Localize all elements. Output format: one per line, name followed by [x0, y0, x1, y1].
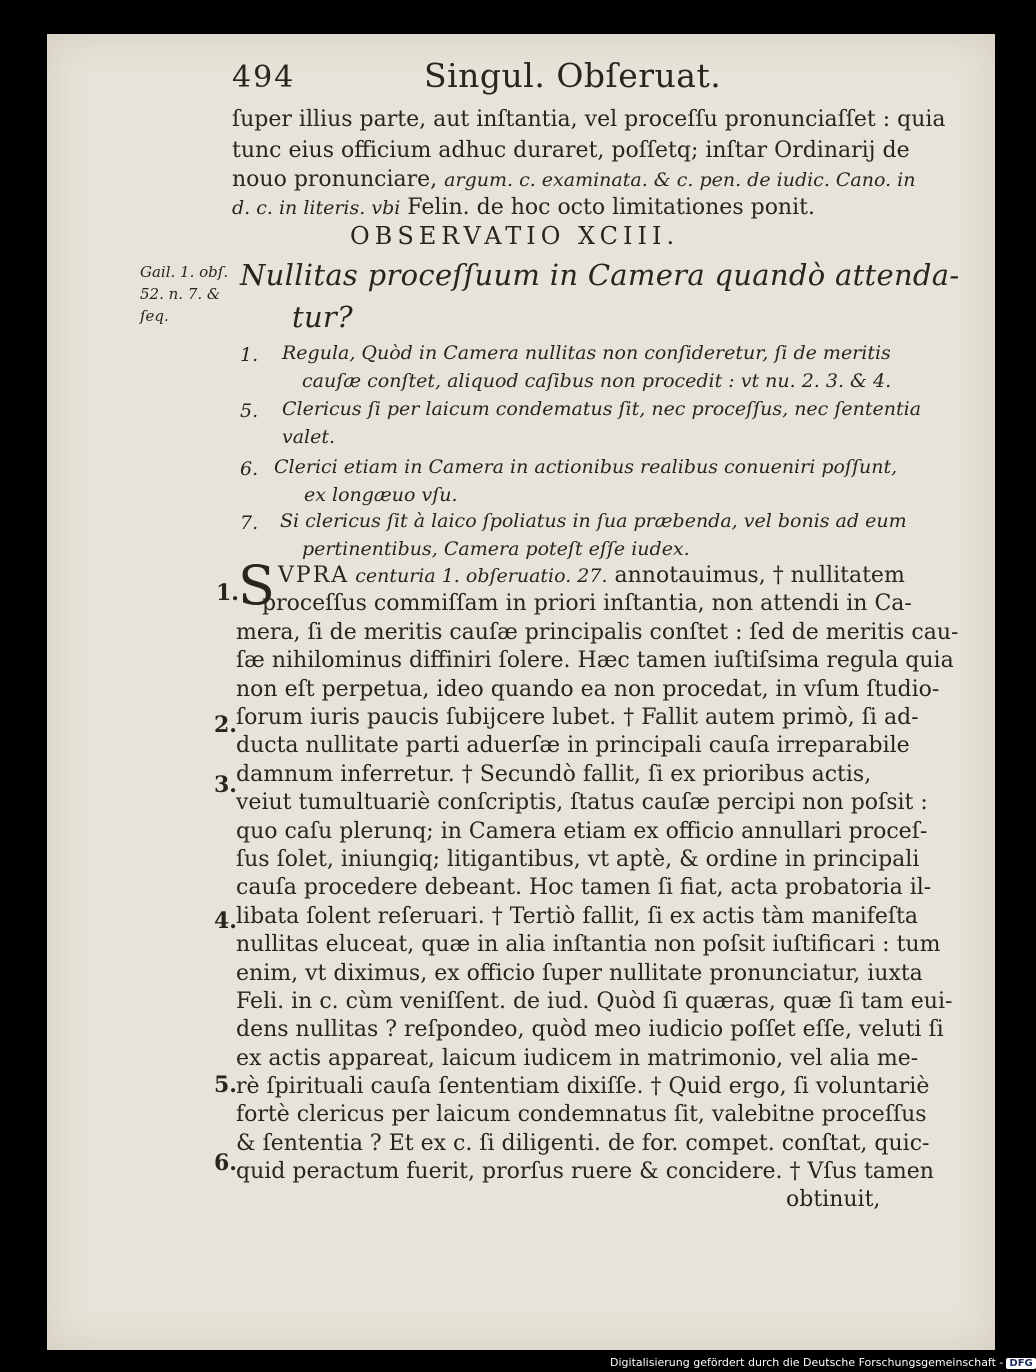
body-first-line: VPRA centuria 1. obſeruatio. 27. annotauimus, † nullitatem — [278, 563, 905, 588]
summary-line: Clericus ſi per laicum condematus ſit, nec proceſſus, nec ſententia — [282, 398, 922, 420]
text-line: tunc eius officium adhuc duraret, poſſetq; inſtar Ordinarij de — [232, 138, 910, 163]
body-line: non eſt perpetua, ideo quando ea non procedat, in vſum ſtudio- — [236, 677, 940, 702]
body-line: veiut tumultuariè conſcriptis, ſtatus cauſæ percipi non poſsit : — [236, 790, 928, 815]
margin-number: 4. — [214, 908, 237, 934]
body-line: dens nullitas ? reſpondeo, quòd meo iudicio poſſet eſſe, veluti ſi — [236, 1017, 944, 1042]
body-line: & ſententia ? Et ex c. ſi diligenti. de for. compet. conſtat, quic- — [236, 1131, 930, 1156]
digitization-footer — [610, 1356, 1036, 1369]
margin-number: 2. — [214, 712, 237, 738]
observation-title: Nullitas proceſſuum in Camera quandò attenda- — [240, 258, 960, 292]
body-line: ducta nullitate parti aduerſæ in principali cauſa irreparabile — [236, 733, 910, 758]
summary-number: 6. — [240, 458, 259, 480]
body-line: nullitas eluceat, quæ in alia inſtantia non poſsit iuſtificari : tum — [236, 932, 941, 957]
margin-number: 1. — [216, 580, 239, 606]
body-line: mera, ſi de meritis cauſæ principalis conſtet : ſed de meritis cau- — [236, 620, 959, 645]
text-line: ſuper illius parte, aut inſtantia, vel proceſſu pronunciaſſet : quia — [232, 107, 946, 132]
summary-number: 7. — [240, 512, 259, 534]
text-line: d. c. in literis. vbi Felin. de hoc octo limitationes ponit. — [232, 195, 815, 220]
observation-title: tur? — [292, 300, 353, 334]
drop-cap: S — [238, 554, 275, 617]
summary-line: Clerici etiam in Camera in actionibus realibus conueniri poſſunt, — [274, 456, 898, 478]
summary-number: 1. — [240, 344, 259, 366]
summary-line: Si clericus ſit à laico ſpoliatus in ſua præbenda, vel bonis ad eum — [280, 510, 907, 532]
margin-number: 5. — [214, 1072, 237, 1098]
body-line: proceſſus commiſſam in priori inſtantia, non attendi in Ca- — [262, 591, 912, 616]
summary-number: 5. — [240, 400, 259, 422]
body-line: ſæ nihilominus diffiniri ſolere. Hæc tamen iuſtiſsima regula quia — [236, 648, 954, 673]
body-line: damnum inferretur. † Secundò fallit, ſi ex prioribus actis, — [236, 762, 872, 787]
summary-line: valet. — [282, 426, 336, 448]
body-line: rè ſpirituali cauſa ſententiam dixiſſe. † Quid ergo, ſi voluntariè — [236, 1074, 930, 1099]
margin-number: 3. — [214, 772, 237, 798]
summary-line: ex longæuo vſu. — [304, 484, 458, 506]
margin-note-line: 52. n. 7. & — [140, 285, 221, 303]
summary-line: cauſæ conſtet, aliquod caſibus non procedit : vt nu. 2. 3. & 4. — [302, 370, 892, 392]
dfg-logo: DFG — [1006, 1358, 1035, 1369]
catchword: obtinuit, — [786, 1187, 881, 1212]
body-line: enim, vt diximus, ex officio ſuper nullitate pronunciatur, iuxta — [236, 961, 923, 986]
body-line: quid peractum fuerit, prorſus ruere & concidere. † Vſus tamen — [236, 1159, 934, 1184]
summary-line: Regula, Quòd in Camera nullitas non conſideretur, ſi de meritis — [282, 342, 891, 364]
margin-note-line: ſeq. — [140, 307, 169, 325]
summary-line: pertinentibus, Camera poteſt eſſe iudex. — [302, 538, 690, 560]
page-number: 494 — [232, 60, 296, 95]
body-line: ex actis appareat, laicum iudicem in matrimonio, vel alia me- — [236, 1046, 919, 1071]
text-line: nouo pronunciare, argum. c. examinata. & c. pen. de iudic. Cano. in — [232, 167, 916, 192]
body-line: ſorum iuris paucis ſubijcere lubet. † Fallit autem primò, ſi ad- — [236, 705, 919, 730]
body-line: libata ſolent reſeruari. † Tertiò fallit, ſi ex actis tàm manifeſta — [236, 904, 918, 929]
margin-number: 6. — [214, 1150, 237, 1176]
margin-note-line: Gail. 1. obſ. — [140, 263, 229, 281]
body-line: Feli. in c. cùm veniſſent. de iud. Quòd ſi quæras, quæ ſi tam eui- — [236, 989, 953, 1014]
footer-text: Digitalisierung gefördert durch die Deutsche Forschungsgemeinschaft - — [610, 1356, 1004, 1369]
body-line: ſus ſolet, iniungiq; litigantibus, vt aptè, & ordine in principali — [236, 847, 920, 872]
running-head: Singul. Obſeruat. — [424, 56, 722, 95]
body-line: quo caſu plerunq; in Camera etiam ex officio annullari proceſ- — [236, 819, 928, 844]
observation-heading: OBSERVATIO XCIII. — [350, 222, 680, 250]
body-line: cauſa procedere debeant. Hoc tamen ſi fiat, acta probatoria il- — [236, 875, 932, 900]
body-line: fortè clericus per laicum condemnatus ſit, valebitne proceſſus — [236, 1102, 927, 1127]
